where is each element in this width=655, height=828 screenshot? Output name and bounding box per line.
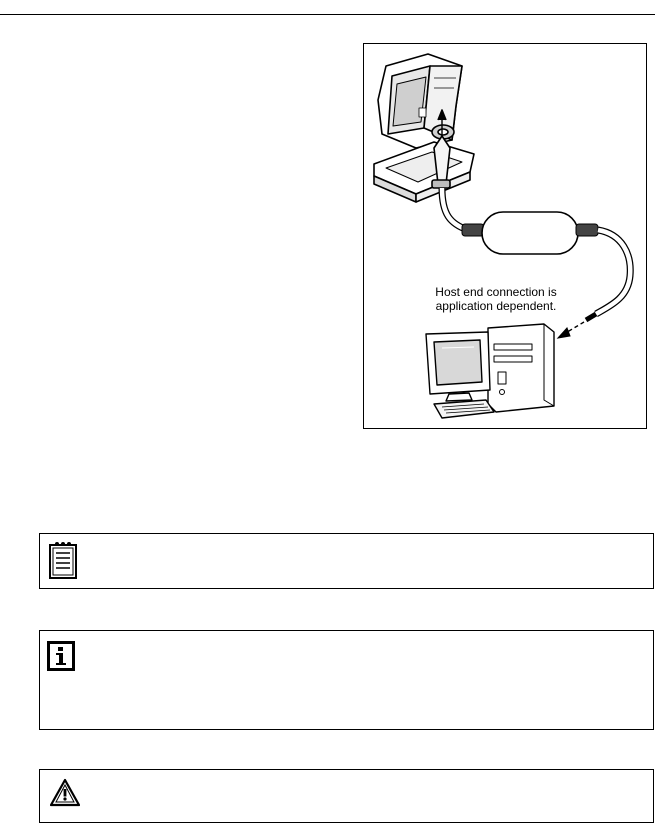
connection-figure: [363, 43, 647, 429]
host-computer-illustration: [426, 324, 554, 418]
caution-warning-icon: [50, 778, 80, 808]
note-icon: [48, 540, 78, 580]
figure-caption-line1: Host end connection is: [435, 285, 557, 299]
figure-caption-line2: application dependent.: [435, 299, 557, 313]
scanner-to-pc-illustration: [364, 44, 646, 428]
info-callout: [39, 630, 654, 730]
caution-callout: [39, 769, 654, 823]
note-callout: [39, 533, 654, 589]
info-icon: [46, 640, 76, 672]
figure-caption: [416, 285, 576, 313]
header-rule: [0, 14, 655, 15]
interface-cable: [442, 188, 630, 338]
scanner-illustration: [374, 54, 474, 202]
